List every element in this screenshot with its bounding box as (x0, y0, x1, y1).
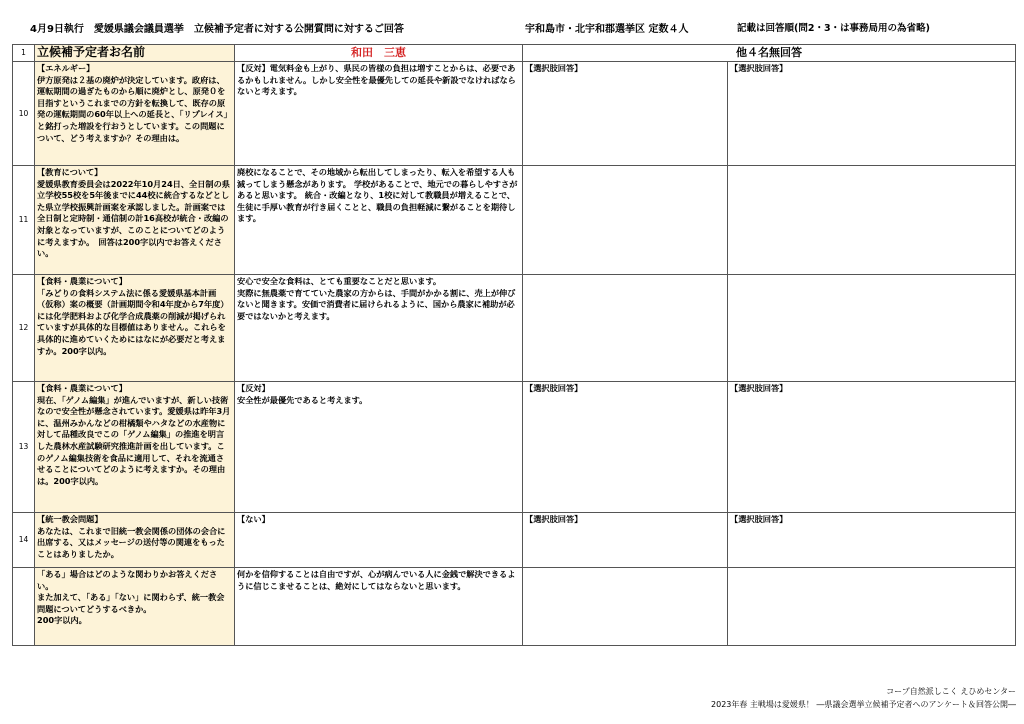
table-header-row (13, 45, 1016, 62)
table-row (13, 513, 1016, 568)
others-no-answer: 他４名無回答 (523, 45, 1016, 62)
footer-caption: 2023年春 主戦場は愛媛県！ ―県議会選挙立候補予定者へのアンケート＆回答公開― (711, 700, 1016, 709)
question-number (13, 568, 35, 646)
header-number: 1 (13, 45, 35, 62)
table-row (13, 275, 1016, 382)
candidate-answer: 何かを信仰することは自由ですが、心が病んでいる人に金銭で解決できるように信じこませることは、絶対にしてはならないと思います。 (235, 568, 523, 646)
question-cell: 【食料・農業について】 現在、「ゲノム編集」が進んでいますが、新しい技術なので安全性が懸念されています。愛媛県は昨年3月に、温州みかんなどの柑橘類やハタなどの水産物に対して品種改良でこの「ゲノム編集」の推進を明言した農林水産試験研究推進計画を出しています。このゲノム編集技術を食品に適用して、それを流通させることについてどのように考えますか。その理由は。200字以内。 (35, 382, 235, 513)
question-number: 12 (13, 275, 35, 382)
candidate-answer: 【反対】 安全性が最優先であると考えます。 (235, 382, 523, 513)
header-label: 立候補予定者お名前 (35, 45, 235, 62)
survey-table (12, 44, 1016, 646)
question-cell: 【教育について】 愛媛県教育委員会は2022年10月24日、全日制の県立学校55校を5年後までに44校に統合するなどとした県立学校振興計画案を承認しました。計画案では全日制と定時制・通信制の計16高校が統合・改編の対象となっていますが、このことについてどのように考えますか。 回答は200字以内でお答えください。 (35, 166, 235, 275)
table-row (13, 568, 1016, 646)
candidate-answer: 廃校になることで、その地域から転出してしまったり、転入を希望する人も減ってしまう懸念があります。 学校があることで、地元での暮らしやすさがあると思います。 統合・改編となり、1校に対して教職員が増えることで、生徒に手厚い教育が行き届くことと、職員の負担軽減に繋がることを期待します。 (235, 166, 523, 275)
question-cell: 【食料・農業について】 「みどりの食料システム法に係る愛媛県基本計画（仮称）案の概要（計画期間令和4年度から7年度）には化学肥料および化学合成農薬の削減が掲げられていますが具体的な目標値はありません。これらを具体的に進めていくためにはなにが必要だと考えますか。200字以内。 (35, 275, 235, 382)
other-answer-b: 【選択肢回答】 (728, 62, 1016, 166)
page-title: 4月9日執行 愛媛県議会議員選挙 立候補予定者に対する公開質問に対するご回答 (30, 24, 404, 35)
other-answer-b: 【選択肢回答】 (728, 513, 1016, 568)
candidate-answer: 【ない】 (235, 513, 523, 568)
question-cell: 「ある」場合はどのような関わりかお答えください。 また加えて、「ある」「ない」に関わらず、統一教会問題についてどうするべきか。 200字以内。 (35, 568, 235, 646)
other-answer-b (728, 568, 1016, 646)
other-answer-a: 【選択肢回答】 (523, 62, 728, 166)
candidate-answer: 安心で安全な食料は、とても重要なことだと思います。 実際に無農薬で育てていた農家の方からは、手間がかかる割に、売上が伸びないと聞きます。安価で消費者に届けられるように、国から農家に補助が必要ではないかと考えます。 (235, 275, 523, 382)
other-answer-b (728, 275, 1016, 382)
question-number: 13 (13, 382, 35, 513)
candidate-name: 和田 三恵 (235, 45, 523, 62)
other-answer-a: 【選択肢回答】 (523, 382, 728, 513)
table-row (13, 166, 1016, 275)
footer-org: コープ自然派しこく えひめセンター (886, 687, 1016, 696)
question-number: 14 (13, 513, 35, 568)
question-cell: 【統一教会問題】 あなたは、これまで旧統一教会関係の団体の会合に出席する、又はメッセージの送付等の関連をもったことはありましたか。 (35, 513, 235, 568)
question-cell: 【エネルギー】 伊方原発は２基の廃炉が決定しています。政府は、運転期間の過ぎたものから順に廃炉とし、原発０を目指すというこれまでの方針を転換して、既存の原発の運転期間の60年以上への延長と、「リプレイス」と銘打った増設を行おうとしています。この問題について、どう考えますか？その理由は。 (35, 62, 235, 166)
table-row (13, 62, 1016, 166)
question-number: 10 (13, 62, 35, 166)
candidate-answer: 【反対】電気料金も上がり、県民の皆様の負担は増すことからは、必要であるかもしれません。しかし安全性を最優先しての延長や新設でなければならないと考えます。 (235, 62, 523, 166)
other-answer-a: 【選択肢回答】 (523, 513, 728, 568)
question-number: 11 (13, 166, 35, 275)
other-answer-a (523, 275, 728, 382)
other-answer-a (523, 166, 728, 275)
table-row (13, 382, 1016, 513)
other-answer-b (728, 166, 1016, 275)
answer-order-note: 記載は回答順(問2・3・は事務局用の為省略) (737, 23, 930, 34)
other-answer-a (523, 568, 728, 646)
other-answer-b: 【選択肢回答】 (728, 382, 1016, 513)
district-label: 宇和島市・北宇和郡選挙区 定数４人 (525, 24, 689, 35)
